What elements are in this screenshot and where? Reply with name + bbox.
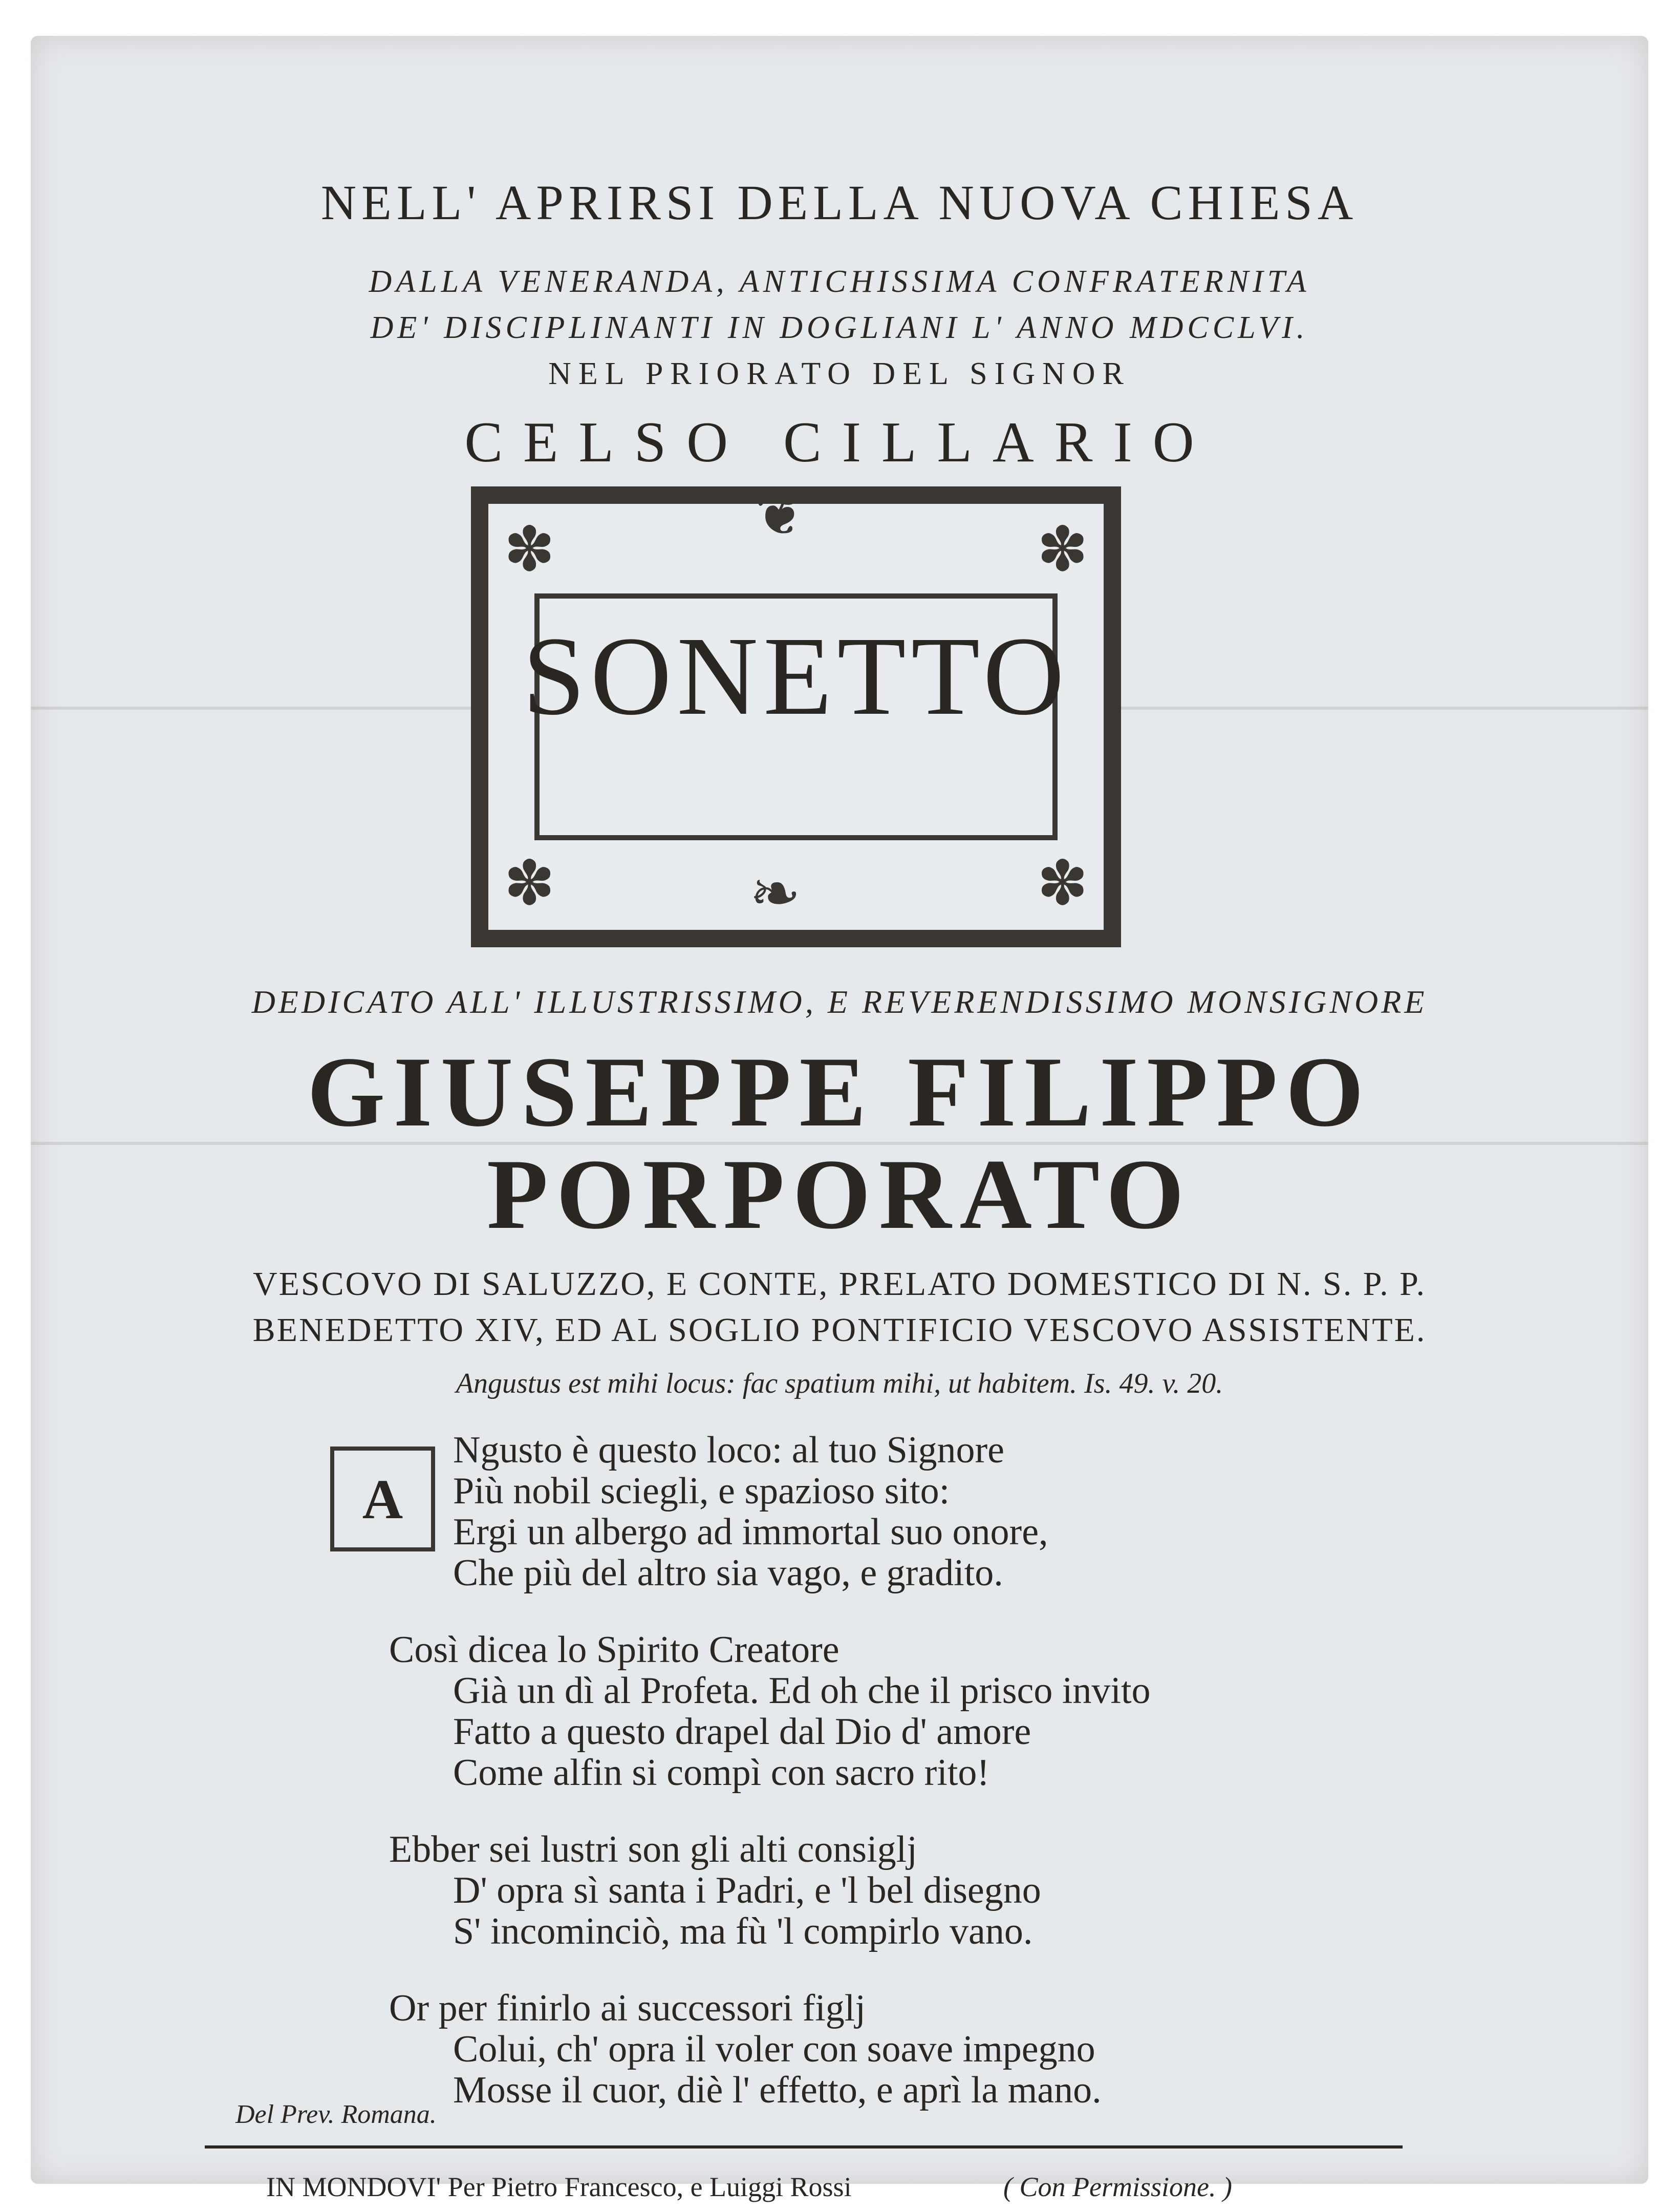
dedicatee-title-line-2: BENEDETTO XIV, ED AL SOGLIO PONTIFICIO VESCOVO ASSISTENTE. (252, 1311, 1427, 1349)
broadsheet-page (31, 36, 1648, 2202)
verse-line: D' opra sì santa i Padri, e 'l bel disegno (453, 1869, 1041, 1911)
verse-line: Più nobil sciegli, e spazioso sito: (453, 1470, 950, 1512)
shell-icon: ✽ (504, 516, 555, 584)
printer-imprint: IN MONDOVI' Per Pietro Francesco, e Luiggi Rossi (266, 2172, 852, 2202)
engraved-cartouche-frame (471, 480, 1121, 947)
dedicatee-name-line-1: GIUSEPPE FILIPPO (307, 1036, 1372, 1147)
heading-line-1: NELL' APRIRSI DELLA NUOVA CHIESA (320, 175, 1359, 230)
verse-line: Che più del altro sia vago, e gradito. (453, 1552, 1003, 1594)
cartouche-title: SONETTO (522, 613, 1070, 738)
verse-line: Or per finirlo ai successori figlj (389, 1987, 866, 2029)
verse-line: S' incominciò, ma fù 'l compirlo vano. (453, 1910, 1033, 1952)
verse-line: Come alfin si compì con sacro rito! (453, 1752, 990, 1794)
permission-note: ( Con Permissione. ) (1003, 2172, 1232, 2202)
verse-line: Mosse il cuor, diè l' effetto, e aprì la mano. (453, 2069, 1102, 2111)
dedicatee-title-line-1: VESCOVO DI SALUZZO, E CONTE, PRELATO DOMESTICO DI N. S. P. P. (252, 1265, 1427, 1303)
verse-line: Fatto a questo drapel dal Dio d' amore (453, 1711, 1031, 1753)
heading-line-2: DALLA VENERANDA, ANTICHISSIMA CONFRATERNITA (369, 264, 1310, 299)
footer-rule (205, 2145, 1403, 2149)
author-credit: Del Prev. Romana. (235, 2100, 437, 2129)
shell-icon: ✽ (1037, 849, 1088, 918)
drop-cap: A (330, 1447, 435, 1551)
heading-name: CELSO CILLARIO (464, 411, 1215, 474)
verse-line: Ergi un albergo ad immortal suo onore, (453, 1511, 1048, 1553)
verse-line: Colui, ch' opra il voler con soave impegno (453, 2028, 1095, 2070)
verse-line: Ngusto è questo loco: al tuo Signore (453, 1429, 1004, 1471)
epigraph: Angustus est mihi locus: fac spatium mihi, ut habitem. Is. 49. v. 20. (456, 1368, 1223, 1399)
verse-line: Già un dì al Profeta. Ed oh che il prisco invito (453, 1670, 1151, 1712)
shell-icon: ✽ (1037, 516, 1088, 584)
acanthus-icon: ❧ (749, 860, 801, 928)
cherub-icon: ❦ (755, 480, 806, 548)
heading-line-4: NEL PRIORATO DEL SIGNOR (548, 356, 1131, 391)
verse-line: Così dicea lo Spirito Creatore (389, 1629, 839, 1671)
heading-line-3: DE' DISCIPLINANTI IN DOGLIANI L' ANNO MDCCLVI. (370, 310, 1309, 345)
dedicatee-name-line-2: PORPORATO (486, 1139, 1193, 1250)
verse-line: Ebber sei lustri son gli alti consiglj (389, 1828, 917, 1870)
shell-icon: ✽ (504, 849, 555, 918)
dedication-intro: DEDICATO ALL' ILLUSTRISSIMO, E REVERENDISSIMO MONSIGNORE (251, 984, 1428, 1020)
